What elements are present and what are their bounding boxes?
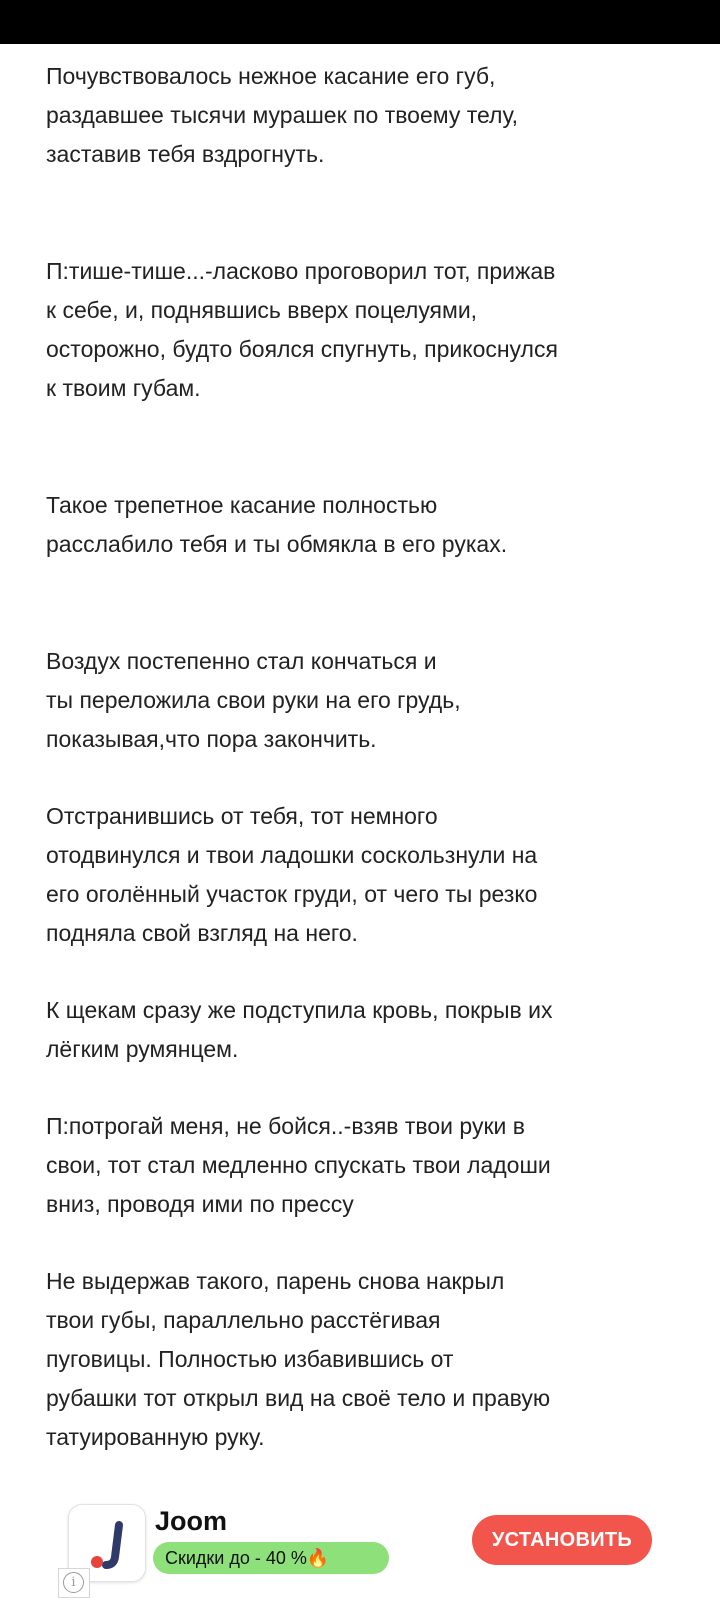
- info-icon: i: [63, 1572, 84, 1593]
- story-paragraph: Не выдержав такого, парень снова накрыл твои губы, параллельно расстёгивая пуговицы. Полностью избавившись от рубашки тот открыл вид на своё тело и правую татуированную руку.: [46, 1268, 551, 1450]
- story-content: [46, 57, 666, 1457]
- ad-banner[interactable]: [0, 1496, 720, 1600]
- status-bar: [0, 0, 720, 44]
- story-paragraph: Воздух постепенно стал кончаться и ты переложила свои руки на его грудь, показывая,что пора закончить.: [46, 648, 461, 752]
- story-paragraph: Почувствовалось нежное касание его губ, раздавшее тысячи мурашек по твоему телу, заставив тебя вздрогнуть.: [46, 63, 519, 167]
- story-paragraph: Отстранившись от тебя, тот немного отодвинулся и твои ладошки соскользнули на его оголённый участок груди, от чего ты резко подняла свой взгляд на него.: [46, 803, 538, 946]
- story-paragraph: П:потрогай меня, не бойся..-взяв твои руки в свои, тот стал медленно спускать твои ладоши вниз, проводя ими по прессу: [46, 1113, 551, 1217]
- story-paragraph: П:тише-тише...-ласково проговорил тот, прижав к себе, и, поднявшись вверх поцелуями, осторожно, будто боялся спугнуть, прикоснулся к твоим губам.: [46, 258, 558, 401]
- install-button[interactable]: УСТАНОВИТЬ: [472, 1515, 652, 1565]
- ad-app-name[interactable]: Joom: [155, 1506, 228, 1536]
- ad-promo-badge[interactable]: Скидки до - 40 %🔥: [153, 1542, 389, 1574]
- story-paragraph: Такое трепетное касание полностью расслабило тебя и ты обмякла в его руках.: [46, 492, 508, 557]
- story-paragraph: К щекам сразу же подступила кровь, покрыв их лёгким румянцем.: [46, 997, 553, 1062]
- ad-info-icon[interactable]: [58, 1568, 90, 1598]
